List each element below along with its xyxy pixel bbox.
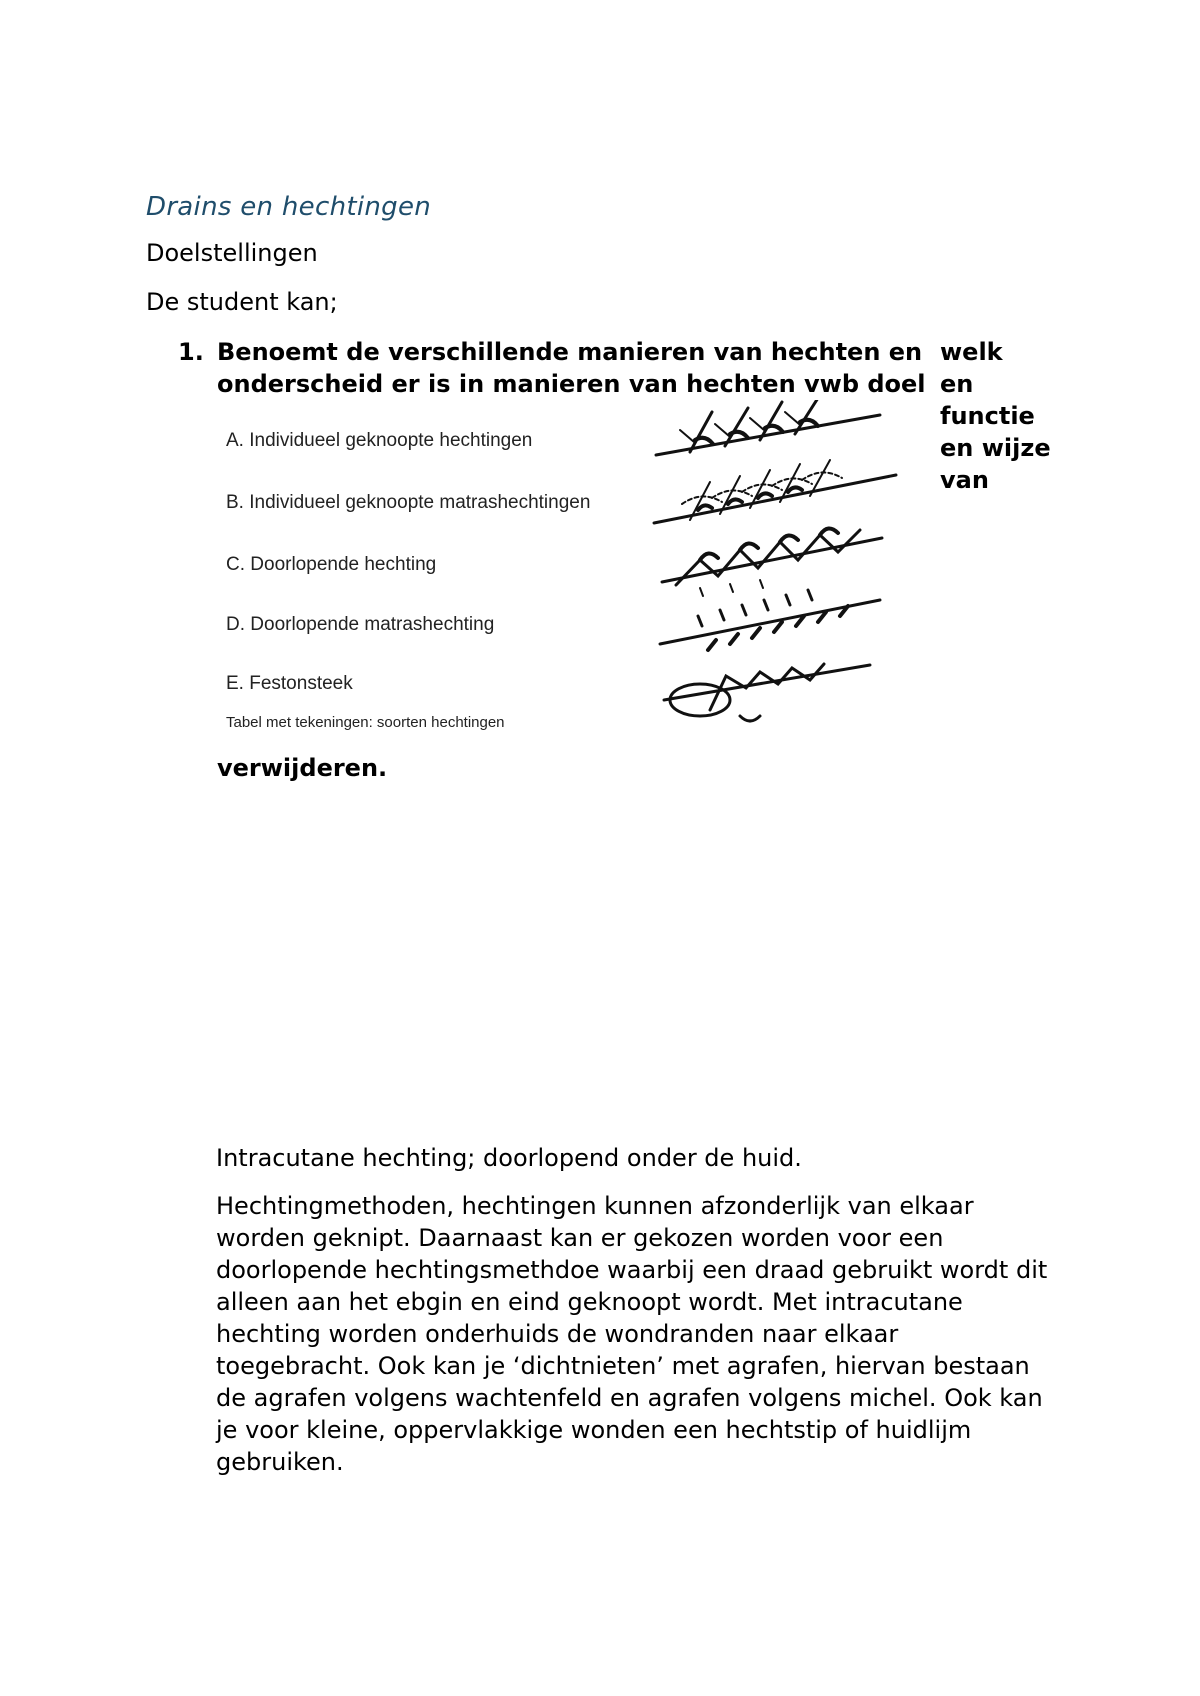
- suture-drawing-d: [660, 580, 880, 650]
- objective-last-word: verwijderen.: [217, 754, 388, 782]
- figure-caption: Tabel met tekeningen: soorten hechtingen: [226, 714, 505, 731]
- paragraph-line: de agrafen volgens wachtenfeld en agrafen volgens michel. Ook kan: [216, 1384, 1043, 1412]
- objective-wrap-word: welk: [940, 338, 1003, 366]
- paragraph-line: Hechtingmethoden, hechtingen kunnen afzonderlijk van elkaar: [216, 1192, 974, 1220]
- intro-text: De student kan;: [146, 288, 338, 316]
- paragraph-line: je voor kleine, oppervlakkige wonden een hechtstip of huidlijm: [216, 1416, 972, 1444]
- objective-line-1: Benoemt de verschillende manieren van hechten en: [217, 338, 923, 366]
- suture-drawing-c: [662, 528, 882, 585]
- suture-drawing-a: [656, 400, 880, 455]
- intracutaan-text: Intracutane hechting; doorlopend onder de huid.: [216, 1144, 802, 1172]
- objective-wrap-word: en: [940, 370, 974, 398]
- figure-label-b: B. Individueel geknoopte matrashechtingen: [226, 492, 591, 513]
- paragraph-line: worden geknipt. Daarnaast kan er gekozen worden voor een: [216, 1224, 944, 1252]
- suture-drawing-e: [664, 664, 870, 721]
- suture-figure: [220, 400, 920, 740]
- section-heading: Doelstellingen: [146, 239, 318, 267]
- paragraph-line: hechting worden onderhuids de wondranden naar elkaar: [216, 1320, 899, 1348]
- objective-wrap-word: van: [940, 466, 989, 494]
- paragraph-line: toegebracht. Ook kan je ‘dichtnieten’ met agrafen, hiervan bestaan: [216, 1352, 1030, 1380]
- paragraph-line: doorlopende hechtingsmethdoe waarbij een draad gebruikt wordt dit: [216, 1256, 1048, 1284]
- suture-drawings: [220, 400, 920, 740]
- suture-drawing-b: [654, 460, 896, 523]
- objective-wrap-word: en wijze: [940, 434, 1051, 462]
- document-title: Drains en hechtingen: [146, 192, 432, 222]
- body-paragraph: [216, 1190, 1076, 1478]
- objective-wrap-word: functie: [940, 402, 1035, 430]
- figure-label-d: D. Doorlopende matrashechting: [226, 614, 495, 635]
- objective-line-2: onderscheid er is in manieren van hechten vwb doel: [217, 370, 926, 398]
- figure-label-c: C. Doorlopende hechting: [226, 554, 437, 575]
- paragraph-line: gebruiken.: [216, 1448, 344, 1476]
- paragraph-line: alleen aan het ebgin en eind geknoopt wordt. Met intracutane: [216, 1288, 963, 1316]
- objective-number: 1.: [178, 338, 204, 366]
- figure-label-e: E. Festonsteek: [226, 673, 353, 694]
- figure-label-a: A. Individueel geknoopte hechtingen: [226, 430, 533, 451]
